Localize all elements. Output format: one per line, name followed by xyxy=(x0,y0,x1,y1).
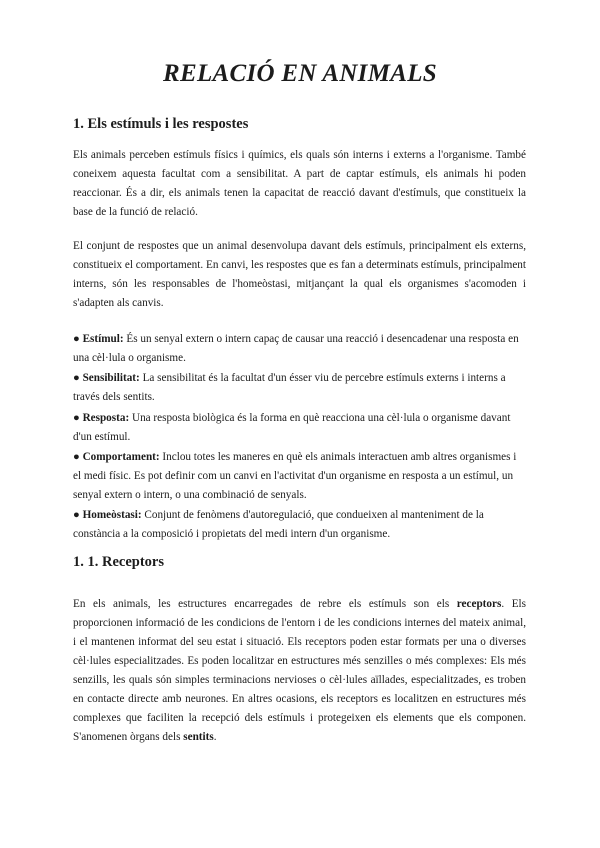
bullet-icon: ● xyxy=(73,450,80,463)
receptors-text-part1: En els animals, les estructures encarregades de rebre els estímuls son els xyxy=(73,598,457,610)
paragraph-receptors xyxy=(73,595,526,747)
page-title: RELACIÓ EN ANIMALS xyxy=(163,60,437,87)
bullet-icon: ● xyxy=(73,411,80,424)
definition-term: Resposta: xyxy=(82,411,130,424)
paragraph-stimuli-intro: Els animals perceben estímuls físics i químics, els quals són interns i externs a l'organisme. També coneixem aquesta facultat com a sensibilitat. A part de captar estímuls, els animals hi poden reaccionar. És a dir, els animals tenen la capacitat de reacció davant d'estímuls, que constitueix la base de la funció de relació. xyxy=(73,149,526,218)
list-item xyxy=(73,506,526,544)
bullet-icon: ● xyxy=(73,509,80,522)
definition-text: Conjunt de fenòmens d'autoregulació, que condueixen al manteniment de la constància a la composició i propietats del medi intern d'un organisme. xyxy=(73,509,484,541)
section-heading-receptors: 1. 1. Receptors xyxy=(73,554,165,570)
receptors-text-part2: . Els proporcionen informació de les condicions de l'entorn i de les condicions internes del mateix animal, i el mantenen informat del seu estat i situació. Els receptors poden estar formats per una o diverses cèl·lules especialitzades. Es poden localitzar en estructures més senzilles o més complexes: Els més senzills, les quals són simples terminacions nervioses o cèl·lules aïllades, especialitzades, es troben en contacte directe amb neurones. En altres ocasions, els receptors es localitzen en estructures més complexes que faciliten la recepció dels estímuls i protegeixen els elements que els componen. S'anomenen òrgans dels xyxy=(73,598,526,743)
list-item xyxy=(73,448,526,505)
senses-term: sentits xyxy=(183,731,214,743)
list-item xyxy=(73,369,526,407)
definition-term: Estímul: xyxy=(82,333,124,345)
definition-text: Una resposta biològica és la forma en què reacciona una cèl·lula o organisme davant d'un estímul. xyxy=(73,411,511,443)
list-item xyxy=(73,409,526,447)
receptors-text-part3: . xyxy=(213,731,217,743)
definitions-list xyxy=(73,330,526,545)
bullet-icon: ● xyxy=(73,372,80,385)
definition-term: Comportament: xyxy=(82,450,160,463)
definition-text: És un senyal extern o intern capaç de causar una reacció i desencadenar una resposta en una cèl·lula o organisme. xyxy=(73,333,519,364)
section-heading-stimuli: 1. Els estímuls i les respostes xyxy=(73,116,249,132)
definition-term: Sensibilitat: xyxy=(82,372,140,385)
list-item xyxy=(73,330,526,368)
definition-text: Inclou totes les maneres en què els animals interactuen amb altres organismes i el medi físic. Es pot definir com un canvi en l'activitat d'un organisme en resposta a un estímul, un senyal extern o intern, o una combinació de senyals. xyxy=(73,450,517,501)
receptors-term: receptors xyxy=(456,598,502,610)
paragraph-behaviour: El conjunt de respostes que un animal desenvolupa davant dels estímuls, principalment els externs, constitueix el comportament. En canvi, les respostes que es fan a determinats estímuls, principalment interns, són les responsables de l'homeòstasi, mitjançant la qual els organismes s'acomoden i s'adapten als canvis. xyxy=(73,240,526,309)
definition-text: La sensibilitat és la facultat d'un ésser viu de percebre estímuls externs i interns a través dels sentits. xyxy=(73,372,506,404)
definition-term: Homeòstasi: xyxy=(82,509,142,522)
bullet-icon: ● xyxy=(73,333,80,345)
